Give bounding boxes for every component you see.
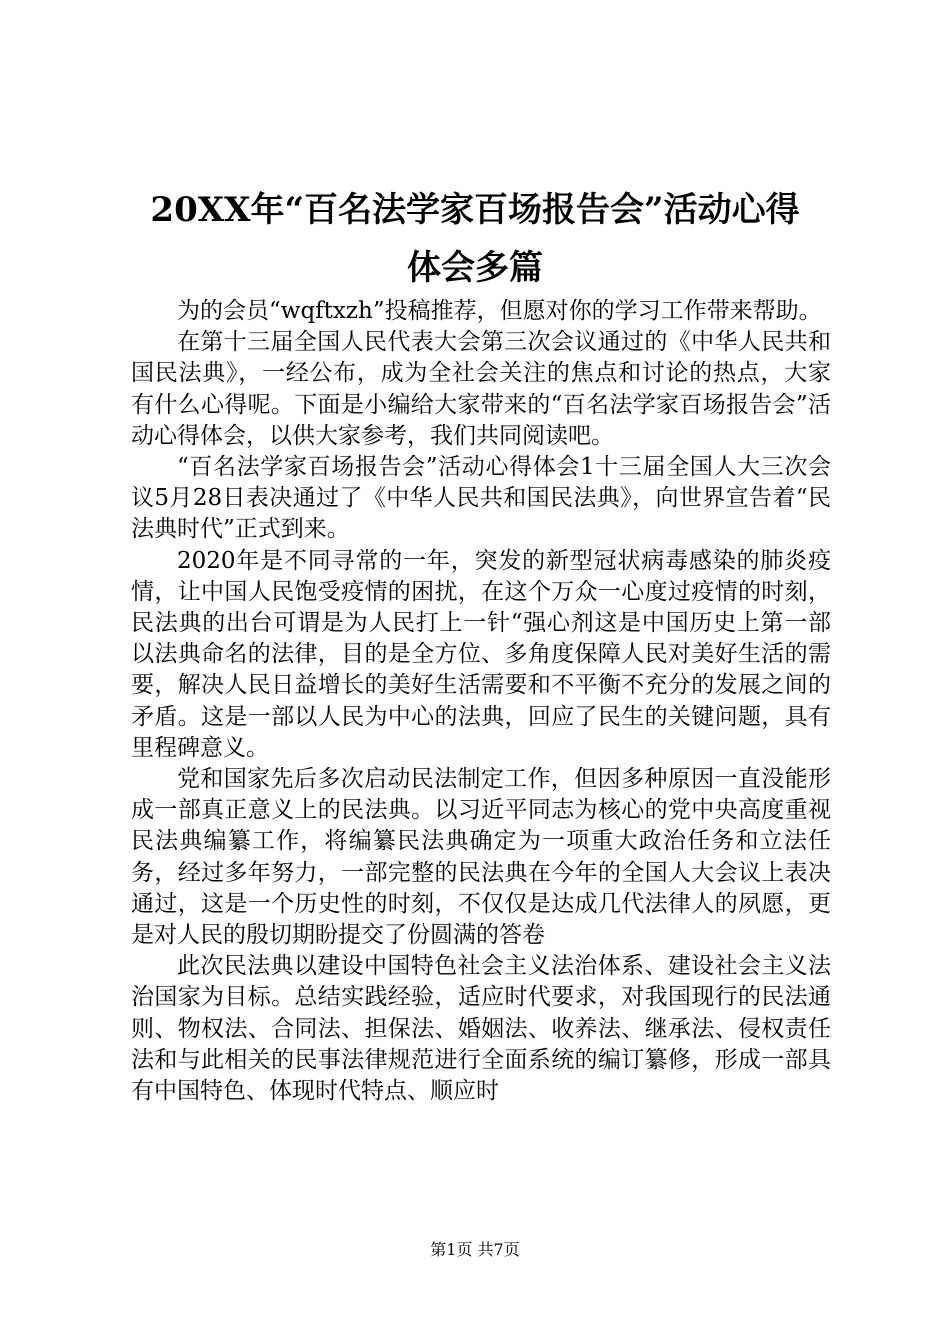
document-title-line-2: 体会多篇: [407, 248, 543, 288]
paragraph: 为的会员“wqftxzh”投稿推荐，但愿对你的学习工作带来帮助。: [177, 298, 822, 324]
paragraph: “百名法学家百场报告会”活动心得体会1十三届全国人大三次会议5月28日表决通过了《中华人民共和国民法典》，向世界宣告着“民法典时代”正式到来。: [131, 454, 831, 543]
paragraph: 在第十三届全国人民代表大会第三次会议通过的《中华人民共和国民法典》，一经公布，成为全社会关注的焦点和讨论的热点，大家有什么心得呢。下面是小编给大家带来的“百名法学家百场报告会”活动心得体会，以供大家参考，我们共同阅读吧。: [131, 329, 831, 449]
paragraph: 此次民法典以建设中国特色社会主义法治体系、建设社会主义法治国家为目标。总结实践经验，适应时代要求，对我国现行的民法通则、物权法、合同法、担保法、婚姻法、收养法、继承法、侵权责任法和与此相关的民事法律规范进行全面系统的编订纂修，形成一部具有中国特色、体现时代特点、顺应时: [131, 953, 831, 1105]
document-body: [131, 296, 831, 1107]
page-number-footer: 第1页 共7页: [430, 1240, 520, 1259]
paragraph: 2020年是不同寻常的一年，突发的新型冠状病毒感染的肺炎疫情，让中国人民饱受疫情的困扰，在这个万众一心度过疫情的时刻，民法典的出台可谓是为人民打上一针“强心剂这是中国历史上第一部以法典命名的法律，目的是全方位、多角度保障人民对美好生活的需要，解决人民日益增长的美好生活需要和不平衡不充分的发展之间的矛盾。这是一部以人民为中心的法典，回应了民生的关键问题，具有里程碑意义。: [131, 547, 831, 761]
document-title-line-1: 20XX年“百名法学家百场报告会”活动心得: [150, 190, 800, 230]
paragraph: 党和国家先后多次启动民法制定工作，但因多种原因一直没能形成一部真正意义上的民法典。以习近平同志为核心的党中央高度重视民法典编纂工作，将编纂民法典确定为一项重大政治任务和立法任务，经过多年努力，一部完整的民法典在今年的全国人大会议上表决通过，这是一个历史性的时刻，不仅仅是达成几代法律人的夙愿，更是对人民的殷切期盼提交了份圆满的答卷: [131, 766, 831, 949]
